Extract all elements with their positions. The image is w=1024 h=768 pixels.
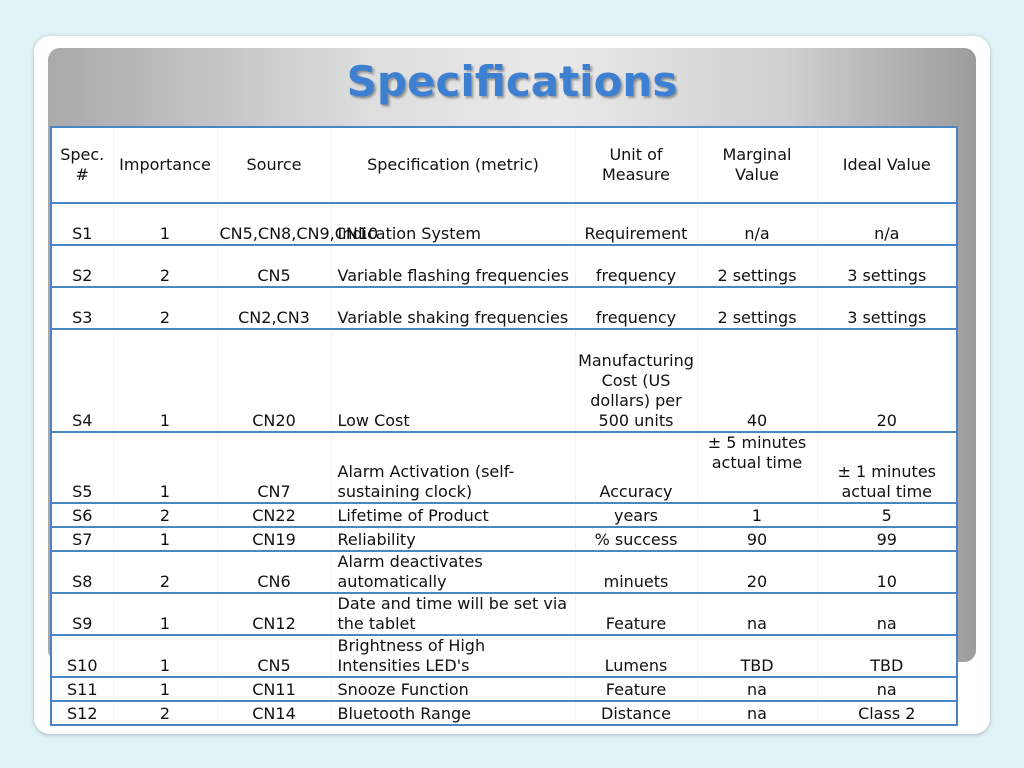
cell-unit: Feature: [575, 593, 697, 635]
cell-importance: 1: [113, 203, 217, 245]
table-row: [51, 635, 957, 677]
cell-marginal: 2 settings: [697, 287, 817, 329]
table-row: [51, 329, 957, 432]
cell-source: CN5: [217, 635, 331, 677]
cell-source: CN5,CN8,CN9,CN10: [217, 203, 331, 245]
cell-ideal: n/a: [817, 203, 957, 245]
header-source: Source: [217, 127, 331, 203]
cell-spec: S12: [51, 701, 113, 725]
header-specification: Specification (metric): [331, 127, 575, 203]
cell-unit: Lumens: [575, 635, 697, 677]
slide-title: Specifications: [346, 57, 678, 106]
table-row: [51, 287, 957, 329]
cell-marginal: na: [697, 593, 817, 635]
table-row: [51, 503, 957, 527]
cell-unit: minuets: [575, 551, 697, 593]
cell-source: CN11: [217, 677, 331, 701]
table-row: [51, 527, 957, 551]
cell-ideal: 10: [817, 551, 957, 593]
cell-spec: S10: [51, 635, 113, 677]
table-header-row: [51, 127, 957, 203]
cell-unit: % success: [575, 527, 697, 551]
cell-marginal: 1: [697, 503, 817, 527]
cell-unit: Distance: [575, 701, 697, 725]
cell-spec: S3: [51, 287, 113, 329]
cell-marginal: 20: [697, 551, 817, 593]
cell-metric: Reliability: [331, 527, 575, 551]
cell-marginal: ± 5 minutes actual time: [697, 432, 817, 503]
cell-metric: Snooze Function: [331, 677, 575, 701]
cell-marginal: 90: [697, 527, 817, 551]
cell-source: CN7: [217, 432, 331, 503]
cell-ideal: ± 1 minutes actual time: [817, 432, 957, 503]
cell-ideal: na: [817, 593, 957, 635]
cell-metric: Alarm deactivates automatically: [331, 551, 575, 593]
cell-unit: Accuracy: [575, 432, 697, 503]
cell-importance: 1: [113, 527, 217, 551]
cell-ideal: 3 settings: [817, 245, 957, 287]
cell-spec: S11: [51, 677, 113, 701]
cell-marginal: n/a: [697, 203, 817, 245]
header-ideal-value: Ideal Value: [817, 127, 957, 203]
cell-spec: S6: [51, 503, 113, 527]
header-importance: Importance: [113, 127, 217, 203]
cell-importance: 2: [113, 551, 217, 593]
cell-metric: Lifetime of Product: [331, 503, 575, 527]
cell-ideal: TBD: [817, 635, 957, 677]
cell-spec: S4: [51, 329, 113, 432]
table-row: [51, 551, 957, 593]
cell-importance: 2: [113, 287, 217, 329]
cell-ideal: na: [817, 677, 957, 701]
cell-metric: Bluetooth Range: [331, 701, 575, 725]
cell-spec: S2: [51, 245, 113, 287]
cell-unit: Manufacturing Cost (US dollars) per 500 units: [575, 329, 697, 432]
cell-source: CN20: [217, 329, 331, 432]
cell-spec: S1: [51, 203, 113, 245]
cell-importance: 2: [113, 503, 217, 527]
cell-metric: Date and time will be set via the tablet: [331, 593, 575, 635]
cell-source: CN5: [217, 245, 331, 287]
cell-importance: 1: [113, 329, 217, 432]
cell-metric: Variable flashing frequencies: [331, 245, 575, 287]
cell-unit: years: [575, 503, 697, 527]
table-row: [51, 701, 957, 725]
cell-importance: 1: [113, 677, 217, 701]
cell-metric: Brightness of High Intensities LED's: [331, 635, 575, 677]
cell-unit: Requirement: [575, 203, 697, 245]
cell-ideal: 20: [817, 329, 957, 432]
cell-unit: Feature: [575, 677, 697, 701]
cell-ideal: Class 2: [817, 701, 957, 725]
cell-marginal: na: [697, 701, 817, 725]
cell-importance: 2: [113, 245, 217, 287]
cell-unit: frequency: [575, 287, 697, 329]
cell-metric: Low Cost: [331, 329, 575, 432]
specifications-table: [50, 126, 958, 726]
cell-metric: Indication System: [331, 203, 575, 245]
cell-spec: S7: [51, 527, 113, 551]
cell-spec: S5: [51, 432, 113, 503]
cell-importance: 2: [113, 701, 217, 725]
header-marginal-value: Marginal Value: [697, 127, 817, 203]
cell-importance: 1: [113, 432, 217, 503]
cell-marginal: 40: [697, 329, 817, 432]
cell-source: CN14: [217, 701, 331, 725]
cell-ideal: 5: [817, 503, 957, 527]
cell-spec: S9: [51, 593, 113, 635]
table-row: [51, 245, 957, 287]
cell-importance: 1: [113, 635, 217, 677]
cell-metric: Variable shaking frequencies: [331, 287, 575, 329]
cell-marginal: 2 settings: [697, 245, 817, 287]
cell-source: CN22: [217, 503, 331, 527]
table-row: [51, 432, 957, 503]
cell-source: CN6: [217, 551, 331, 593]
cell-metric: Alarm Activation (self-sustaining clock): [331, 432, 575, 503]
cell-ideal: 3 settings: [817, 287, 957, 329]
table-row: [51, 677, 957, 701]
cell-unit: frequency: [575, 245, 697, 287]
cell-importance: 1: [113, 593, 217, 635]
cell-source: CN12: [217, 593, 331, 635]
cell-marginal: na: [697, 677, 817, 701]
cell-ideal: 99: [817, 527, 957, 551]
header-spec-number: Spec. #: [51, 127, 113, 203]
table-row: [51, 593, 957, 635]
cell-source: CN2,CN3: [217, 287, 331, 329]
cell-spec: S8: [51, 551, 113, 593]
header-unit: Unit of Measure: [575, 127, 697, 203]
table-row: [51, 203, 957, 245]
cell-source: CN19: [217, 527, 331, 551]
cell-marginal: TBD: [697, 635, 817, 677]
